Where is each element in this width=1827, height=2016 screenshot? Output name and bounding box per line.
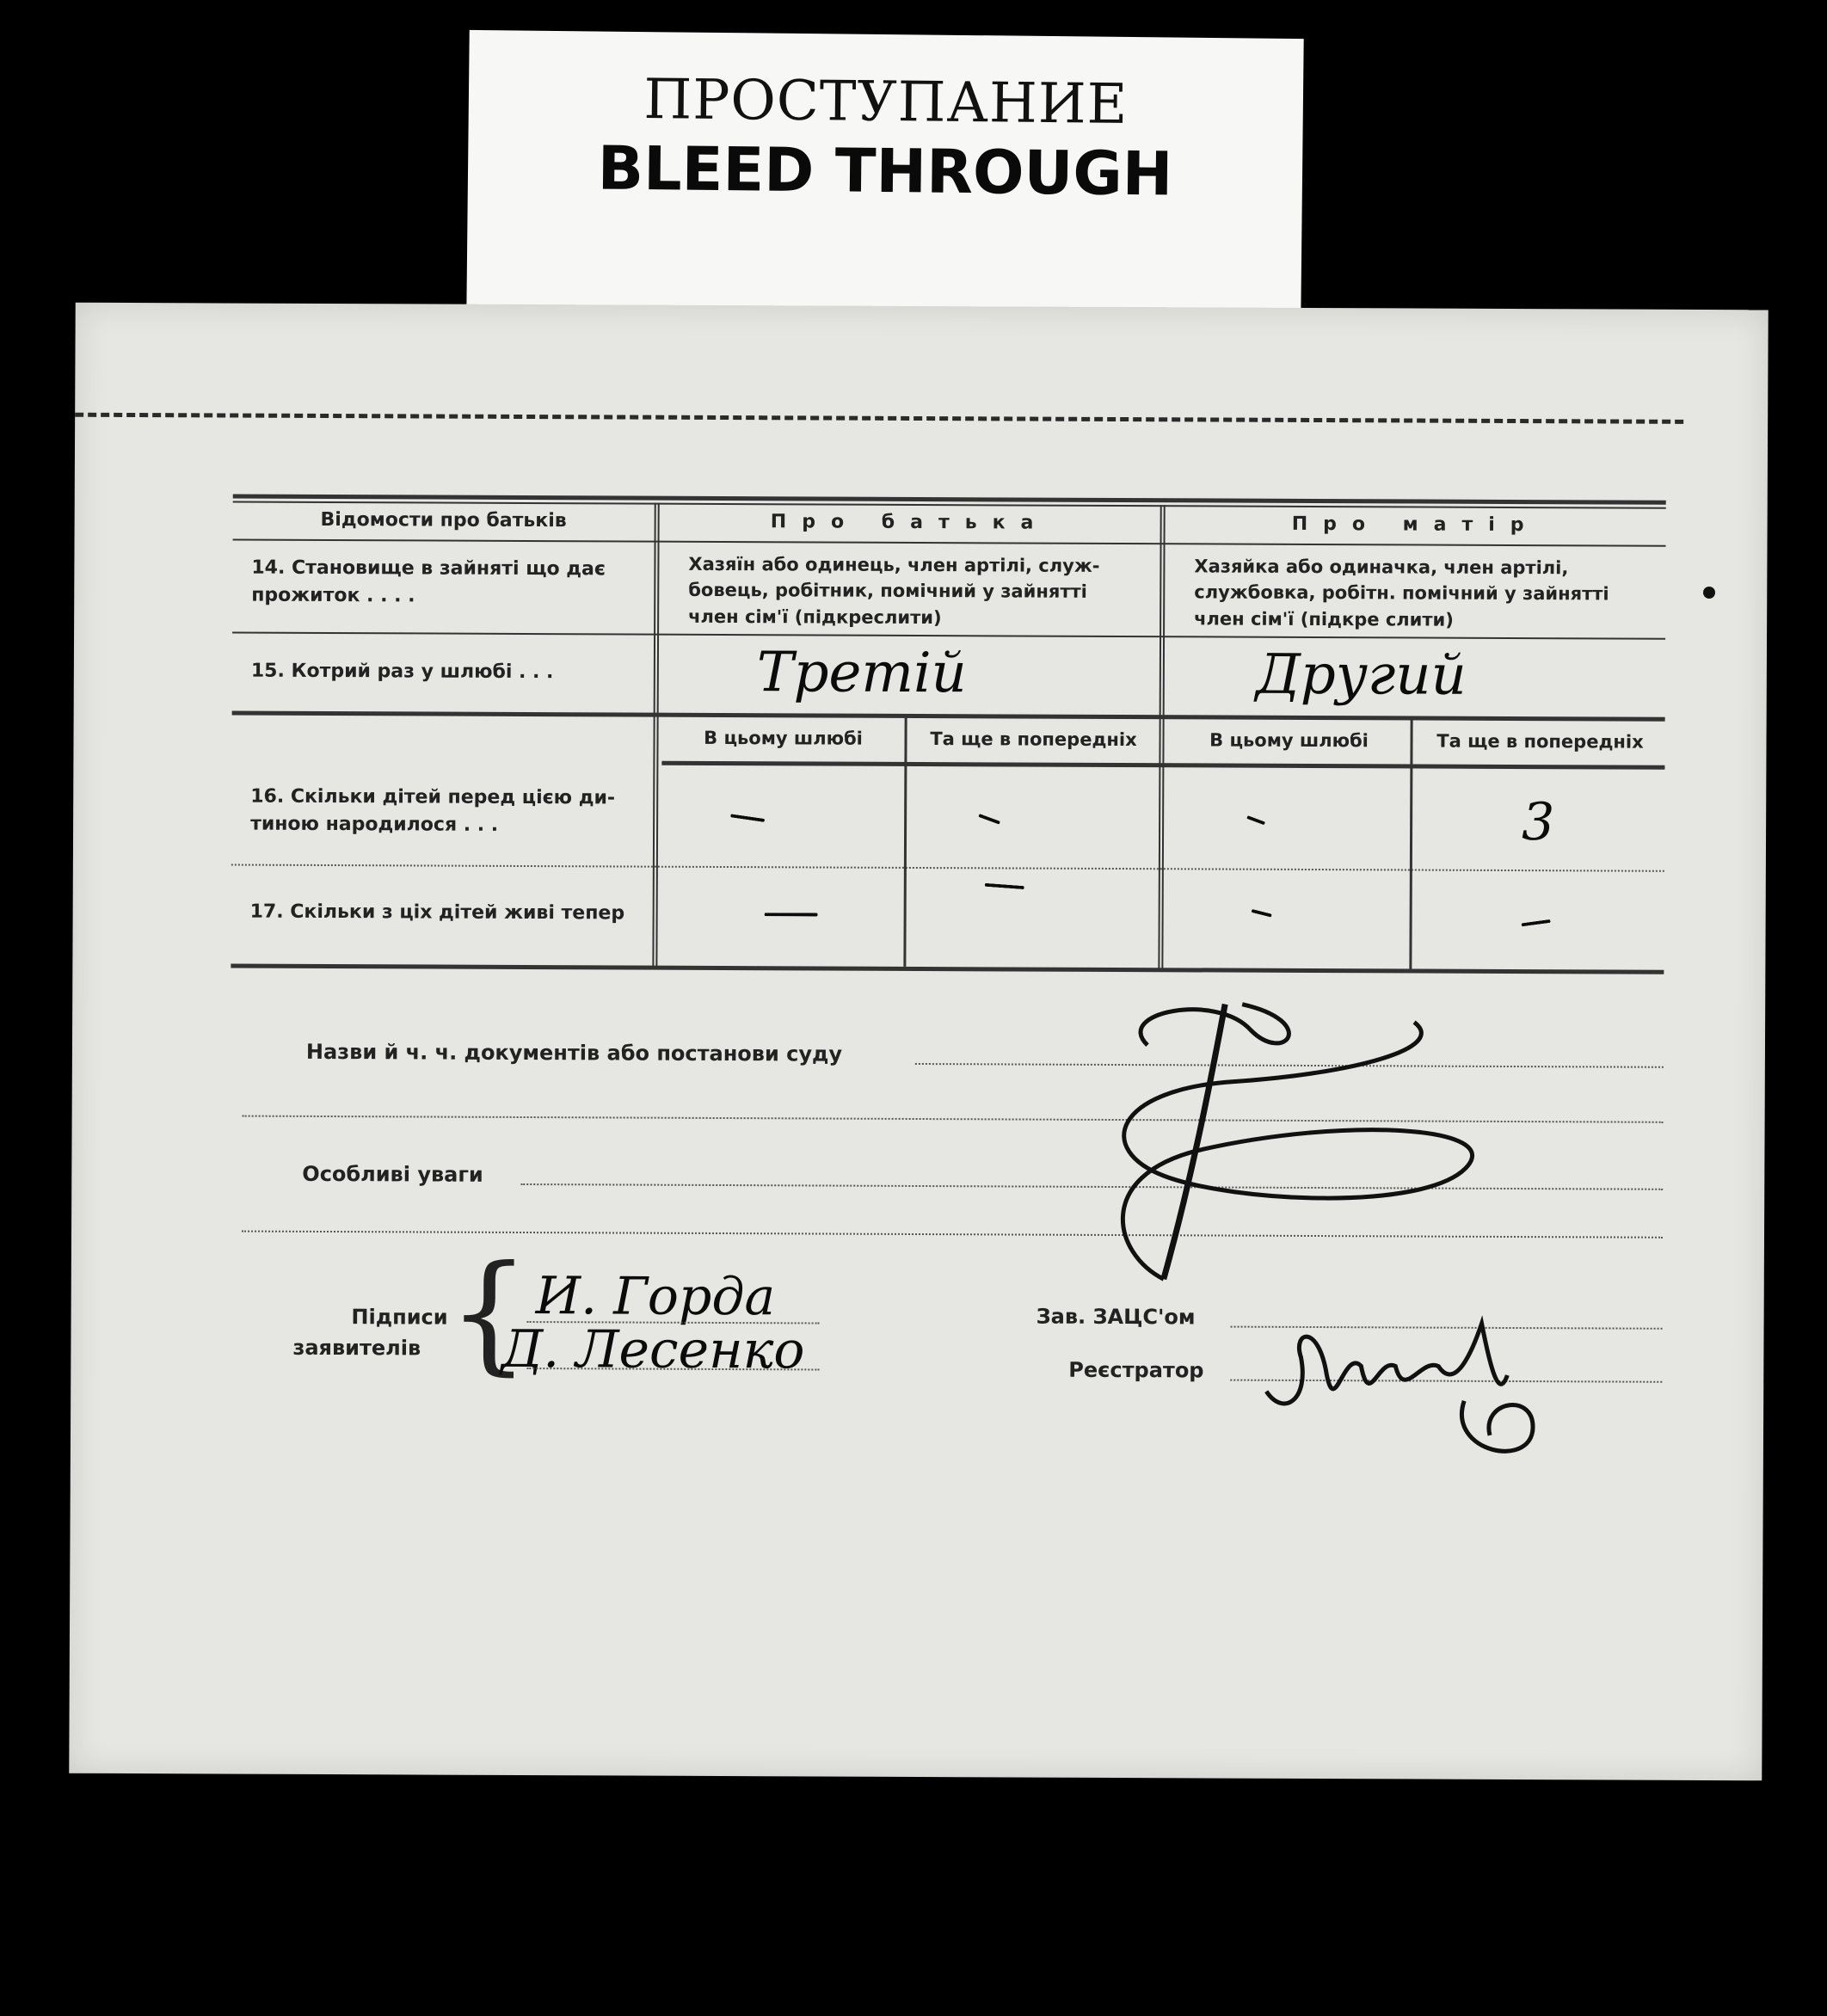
label-russian-text: ПРОСТУПАНИЕ <box>643 68 1129 137</box>
signatures-label-line2: заявителів <box>292 1335 421 1361</box>
row17-father-current-dash <box>765 913 818 916</box>
row16-father-previous-dash <box>978 814 1000 825</box>
header-about-mother: Про матір <box>1291 513 1540 537</box>
document-page <box>69 303 1768 1781</box>
subheader-father-previous: Та ще в попередніх <box>930 728 1137 751</box>
row16-label-line1: 16. Скільки дітей перед цією ди- <box>250 785 616 809</box>
documents-label: Назви й ч. ч. документів або постанови суду <box>305 1039 843 1066</box>
signatures-brace: { <box>447 1238 531 1389</box>
row16-mother-current-dash <box>1246 815 1265 825</box>
row15-mother-value: Другий <box>1255 642 1467 708</box>
bleed-through-label-card <box>466 30 1303 323</box>
label-english-text: BLEED THROUGH <box>597 132 1173 210</box>
remarks-label: Особливі уваги <box>302 1161 483 1187</box>
applicant-signature-2: Д. Лесенко <box>501 1318 805 1381</box>
row15-label: 15. Котрий раз у шлюбі . . . <box>250 660 554 684</box>
row16-label-line2: тиною народилося . . . <box>250 813 499 836</box>
row14-label-line2: прожиток . . . . <box>251 584 415 607</box>
row15-father-value: Третій <box>756 641 967 706</box>
zags-head-label: Зав. ЗАЦС'ом <box>1036 1304 1196 1330</box>
signatures-label-line1: Підписи <box>351 1305 448 1330</box>
row17-mother-previous-dash <box>1521 919 1550 927</box>
row16-father-current-dash <box>730 814 765 822</box>
row17-mother-current-dash <box>1252 909 1272 918</box>
row17-father-previous-dash <box>985 883 1024 889</box>
registrar-label: Реєстратор <box>1068 1357 1204 1383</box>
cross-out-flourish <box>1061 995 1613 1307</box>
row17-label: 17. Скільки з ціх дітей живі тепер <box>249 900 625 925</box>
subheader-father-current: В цьому шлюбі <box>704 727 863 749</box>
subheader-mother-current: В цьому шлюбі <box>1209 729 1369 752</box>
perforation-line <box>75 413 1683 424</box>
row14-father-options: Хазяїн або одинець, член артілі, служ-бовець, робітник, помічний у зайнятті член сім'ї (підкреслити) <box>688 553 1100 628</box>
applicant-signature-1: И. Горда <box>535 1266 776 1328</box>
row14-label <box>251 555 647 612</box>
header-about-father: Про батька <box>770 511 1049 534</box>
row14-label-line1: 14. Становище в зайняті що дає <box>251 556 606 581</box>
row16-label <box>250 784 655 840</box>
scan-speck <box>1703 587 1715 599</box>
subheader-mother-previous: Та ще в попередніх <box>1436 730 1644 753</box>
row16-mother-previous-value: 3 <box>1521 792 1555 853</box>
registrar-signature <box>1249 1297 1559 1488</box>
header-parents-info: Відомости про батьків <box>320 508 567 532</box>
parents-info-table <box>233 495 1666 925</box>
row14-mother-options: Хазяйка або одиначка, член артілі, службовка, робітн. помічний у зайнятті член сім'ї (підкре слити) <box>1194 556 1609 630</box>
